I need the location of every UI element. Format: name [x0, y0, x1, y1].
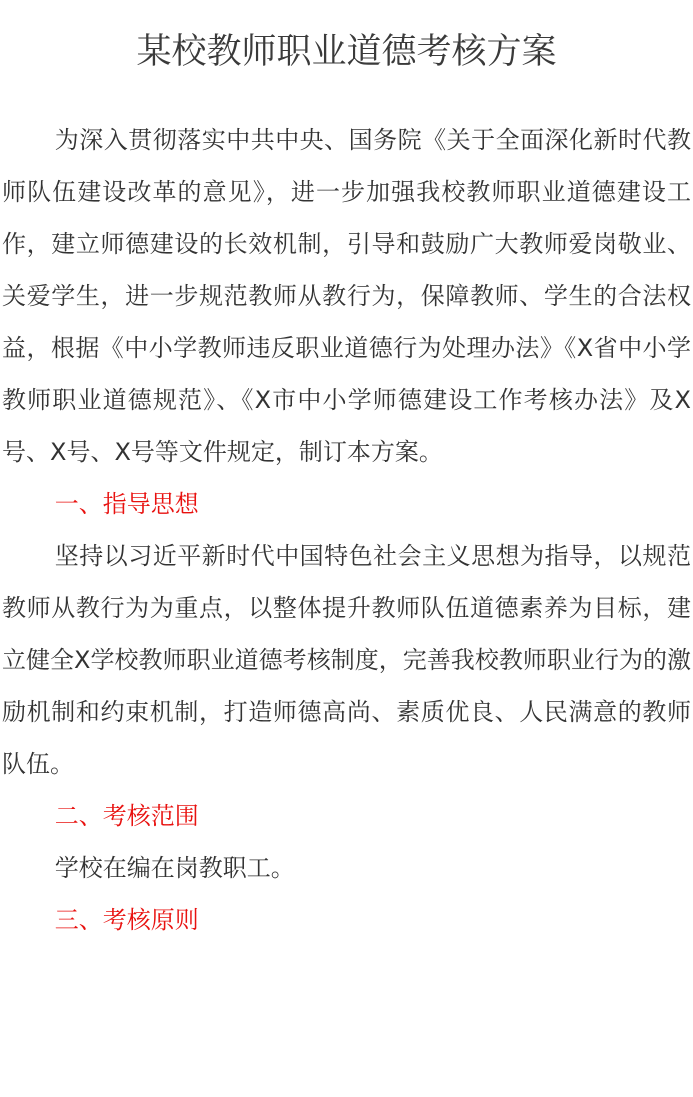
- section-heading-assessment-principles: 三、考核原则: [54, 906, 199, 934]
- section-heading-assessment-scope: 二、考核范围: [54, 802, 199, 830]
- section-body-guiding-ideology: 坚持以习近平新时代中国特色社会主义思想为指导，以规范教师从教行为为重点，以整体提升教师队伍道德素养为目标，建立健全X学校教师职业道德考核制度，完善我校教师职业行为的激励机制和约束机制，打造师德高尚、素质优良、人民满意的教师队伍。: [2, 542, 691, 778]
- intro-paragraph: 为深入贯彻落实中共中央、国务院《关于全面深化新时代教师队伍建设改革的意见》，进一步加强我校教师职业道德建设工作，建立师德建设的长效机制，引导和鼓励广大教师爱岗敬业、关爱学生，进一步规范教师从教行为，保障教师、学生的合法权益，根据《中小学教师违反职业道德行为处理办法》《X省中小学教师职业道德规范》、《X市中小学师德建设工作考核办法》及X号、X号、X号等文件规定，制订本方案。: [2, 126, 691, 466]
- section-heading-guiding-ideology: 一、指导思想: [54, 490, 199, 518]
- section-body-assessment-scope: 学校在编在岗教职工。: [54, 854, 295, 882]
- document-title: 某校教师职业道德考核方案: [136, 32, 557, 72]
